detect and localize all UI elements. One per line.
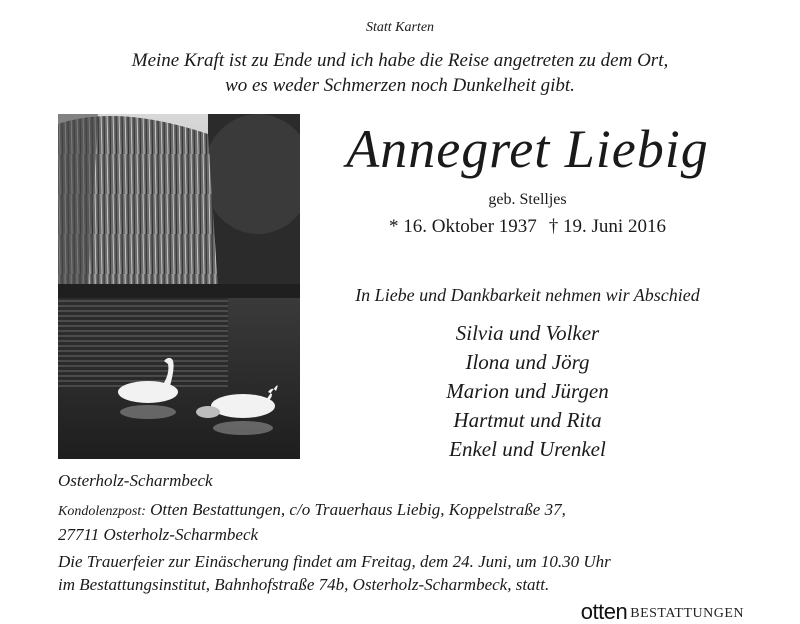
mourners-list xyxy=(300,319,755,464)
condolence-line-2: 27711 Osterholz-Scharmbeck xyxy=(58,525,259,544)
life-dates xyxy=(300,216,755,238)
deceased-name: Annegret Liebig xyxy=(346,119,709,179)
swans-on-lake-photo xyxy=(58,114,300,459)
condolence-line-1: Otten Bestattungen, c/o Trauerhaus Liebig, Koppelstraße 37, xyxy=(150,500,566,519)
death-date: † 19. Juni 2016 xyxy=(548,216,666,237)
logo-word: BESTATTUNGEN xyxy=(630,606,744,621)
verse-line-1: Meine Kraft ist zu Ende und ich habe die Reise angetreten zu dem Ort, xyxy=(131,50,669,71)
birth-date: * 16. Oktober 1937 xyxy=(389,216,537,237)
mourner-item: Marion und Jürgen xyxy=(446,379,609,403)
ceremony-line-1: Die Trauerfeier zur Einäscherung findet am Freitag, dem 24. Juni, um 10.30 Uhr xyxy=(58,552,611,571)
verse-line-2: wo es weder Schmerzen noch Dunkelheit gibt. xyxy=(225,75,575,96)
ceremony-info xyxy=(58,550,778,596)
condolence-address xyxy=(58,498,758,546)
otten-bestattungen-logo xyxy=(580,599,744,624)
birth-name: geb. Stelljes xyxy=(488,191,567,208)
place: Osterholz-Scharmbeck xyxy=(58,471,213,490)
mourner-item: Hartmut und Rita xyxy=(453,408,602,432)
mourner-item: Enkel und Urenkel xyxy=(449,437,606,461)
verse xyxy=(0,48,800,98)
logo-mark: otten xyxy=(580,599,628,624)
ceremony-line-2: im Bestattungsinstitut, Bahnhofstraße 74b, Osterholz-Scharmbeck, statt. xyxy=(58,575,550,594)
mourner-item: Silvia und Volker xyxy=(455,321,600,345)
header-statt-karten: Statt Karten xyxy=(365,20,435,35)
condolence-label: Kondolenzpost: xyxy=(58,504,146,519)
photo-illustration xyxy=(58,114,300,459)
farewell-text: In Liebe und Dankbarkeit nehmen wir Abschied xyxy=(355,285,700,305)
mourner-item: Ilona und Jörg xyxy=(465,350,590,374)
